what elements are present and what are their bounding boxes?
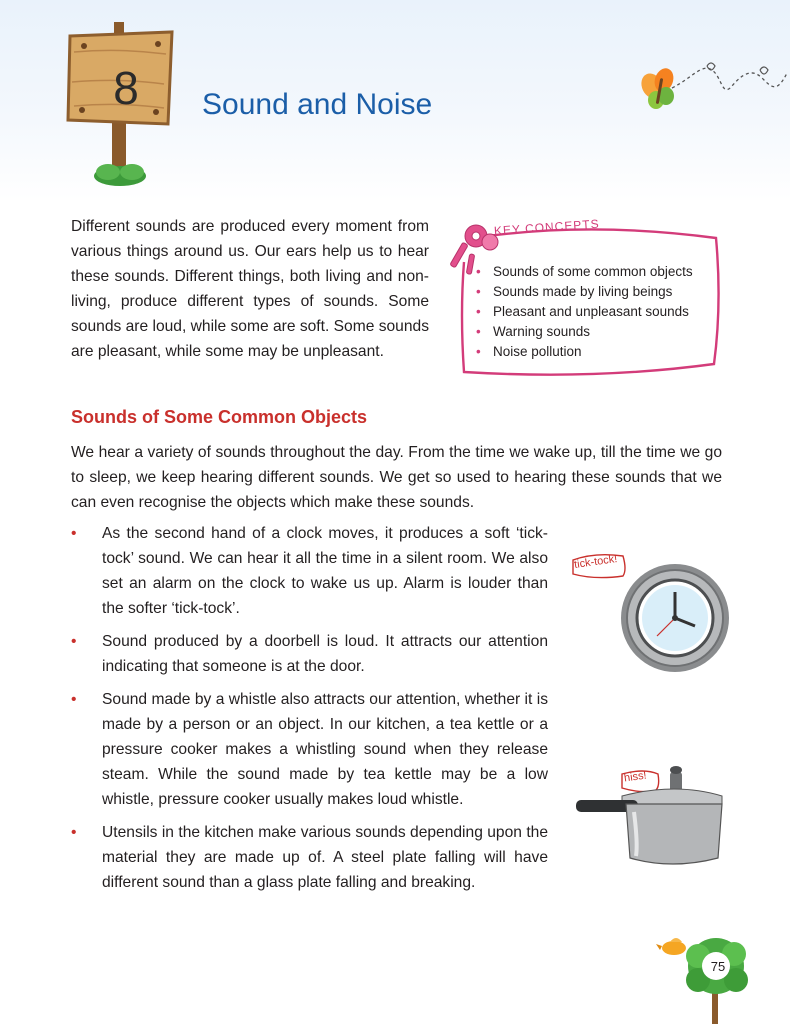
key-concept-text: Pleasant and unpleasant sounds [493, 304, 689, 319]
intro-paragraph: Different sounds are produced every moment from various things around us. Our ears help us to hear these sounds. Different things, both living and non-living, produce different types of sounds. Some sounds are loud, while some are soft. Some sounds are pleasant, while some may be unpleasant. [71, 218, 429, 360]
section-intro-paragraph: We hear a variety of sounds throughout the day. From the time we wake up, till the time we go to sleep, we keep hearing different sounds. We get so used to hearing these sounds that we can even recognise the objects which make these sounds. [71, 444, 722, 511]
pressure-cooker-icon [572, 764, 730, 874]
list-item [71, 629, 548, 679]
key-concept-text: Sounds of some common objects [493, 264, 693, 279]
tree-bird-icon [656, 932, 756, 1024]
bullet-text: Sound produced by a doorbell is loud. It attracts our attention indicating that someone is at the door. [102, 633, 548, 675]
key-concept-text: Sounds made by living beings [493, 284, 673, 299]
list-item [476, 282, 693, 302]
key-concepts-heading: KEY CONCEPTS [493, 216, 601, 238]
bullet-list [71, 521, 548, 903]
chapter-title: Sound and Noise [202, 88, 433, 121]
bullet-text: As the second hand of a clock moves, it produces a soft ‘tick-tock’ sound. We can hear it all the time in a silent room. We also set an alarm on the clock to wake us up. Alarm is louder than the softer ‘tick-tock’. [102, 525, 548, 617]
key-concept-text: Noise pollution [493, 344, 582, 359]
list-item [71, 687, 548, 812]
section-heading: Sounds of Some Common Objects [71, 407, 368, 427]
bullet-icon: • [476, 284, 481, 299]
bullet-icon: • [476, 304, 481, 319]
list-item [476, 342, 693, 362]
butterfly-icon [632, 58, 790, 118]
key-concept-text: Warning sounds [493, 324, 591, 339]
list-item [476, 262, 693, 282]
key-concepts-list [476, 262, 693, 362]
page-number: 75 [710, 959, 726, 974]
list-item [476, 302, 693, 322]
list-item [71, 820, 548, 895]
ticktock-label: tick-tock! [573, 553, 619, 571]
bullet-icon: • [476, 264, 481, 279]
hiss-label: hiss! [623, 769, 648, 785]
list-item [71, 521, 548, 621]
bullet-text: Sound made by a whistle also attracts our attention, whether it is made by a person or an object. In our kitchen, a tea kettle or a pressure cooker makes a whistling sound when they release steam. While the sound made by tea kettle may be a low whistle, pressure cooker usually makes loud whistle. [102, 691, 548, 808]
bullet-icon: • [476, 344, 481, 359]
bullet-icon: • [71, 633, 77, 650]
bullet-icon: • [71, 691, 77, 708]
bullet-text: Utensils in the kitchen make various sounds depending upon the material they are made up of. A steel plate falling will have different sound than a glass plate falling and breaking. [102, 824, 548, 891]
list-item [476, 322, 693, 342]
bullet-icon: • [71, 525, 77, 542]
bullet-icon: • [71, 824, 77, 841]
chapter-number: 8 [113, 62, 139, 114]
bullet-icon: • [476, 324, 481, 339]
